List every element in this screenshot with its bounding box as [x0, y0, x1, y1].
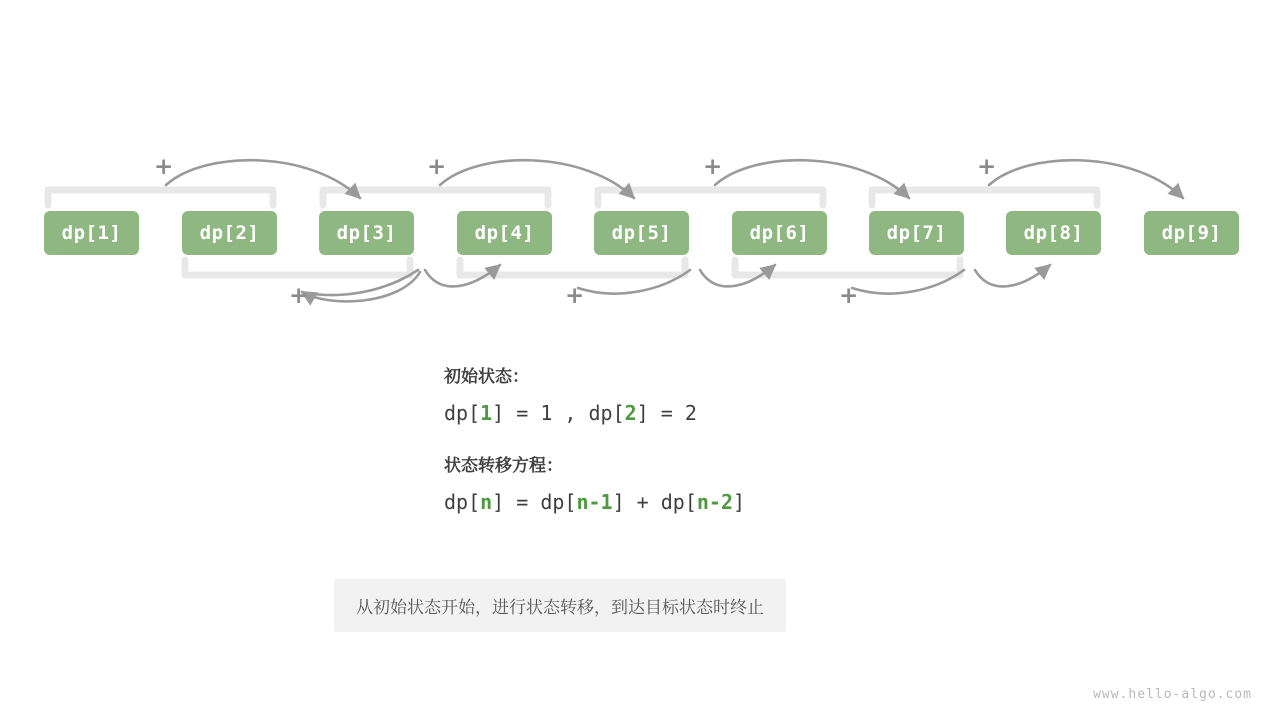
plus-icon: +: [703, 154, 723, 180]
plus-icon: +: [289, 283, 309, 309]
dp-cell: dp[9]: [1144, 211, 1239, 255]
dp-cell: dp[6]: [732, 211, 827, 255]
initial-state-formula: dp[1] = 1 , dp[2] = 2: [444, 401, 697, 425]
initial-state-label: 初始状态：: [444, 367, 529, 387]
plus-icon: +: [565, 283, 585, 309]
watermark: www.hello-algo.com: [1093, 687, 1252, 702]
dp-cell: dp[7]: [869, 211, 964, 255]
explanation-block: [444, 362, 1144, 540]
dp-cell: dp[5]: [594, 211, 689, 255]
dp-cell: dp[4]: [457, 211, 552, 255]
dp-cell: dp[8]: [1006, 211, 1101, 255]
transition-equation-formula: dp[n] = dp[n-1] + dp[n-2]: [444, 490, 746, 514]
plus-icon: +: [839, 283, 859, 309]
plus-icon: +: [154, 154, 174, 180]
dp-cell: dp[2]: [182, 211, 277, 255]
plus-icon: +: [427, 154, 447, 180]
plus-icon: +: [977, 154, 997, 180]
dp-cell: dp[1]: [44, 211, 139, 255]
note-banner: 从初始状态开始，进行状态转移，到达目标状态时终止: [334, 579, 786, 632]
transition-equation-label: 状态转移方程：: [444, 456, 563, 476]
dp-cell: dp[3]: [319, 211, 414, 255]
